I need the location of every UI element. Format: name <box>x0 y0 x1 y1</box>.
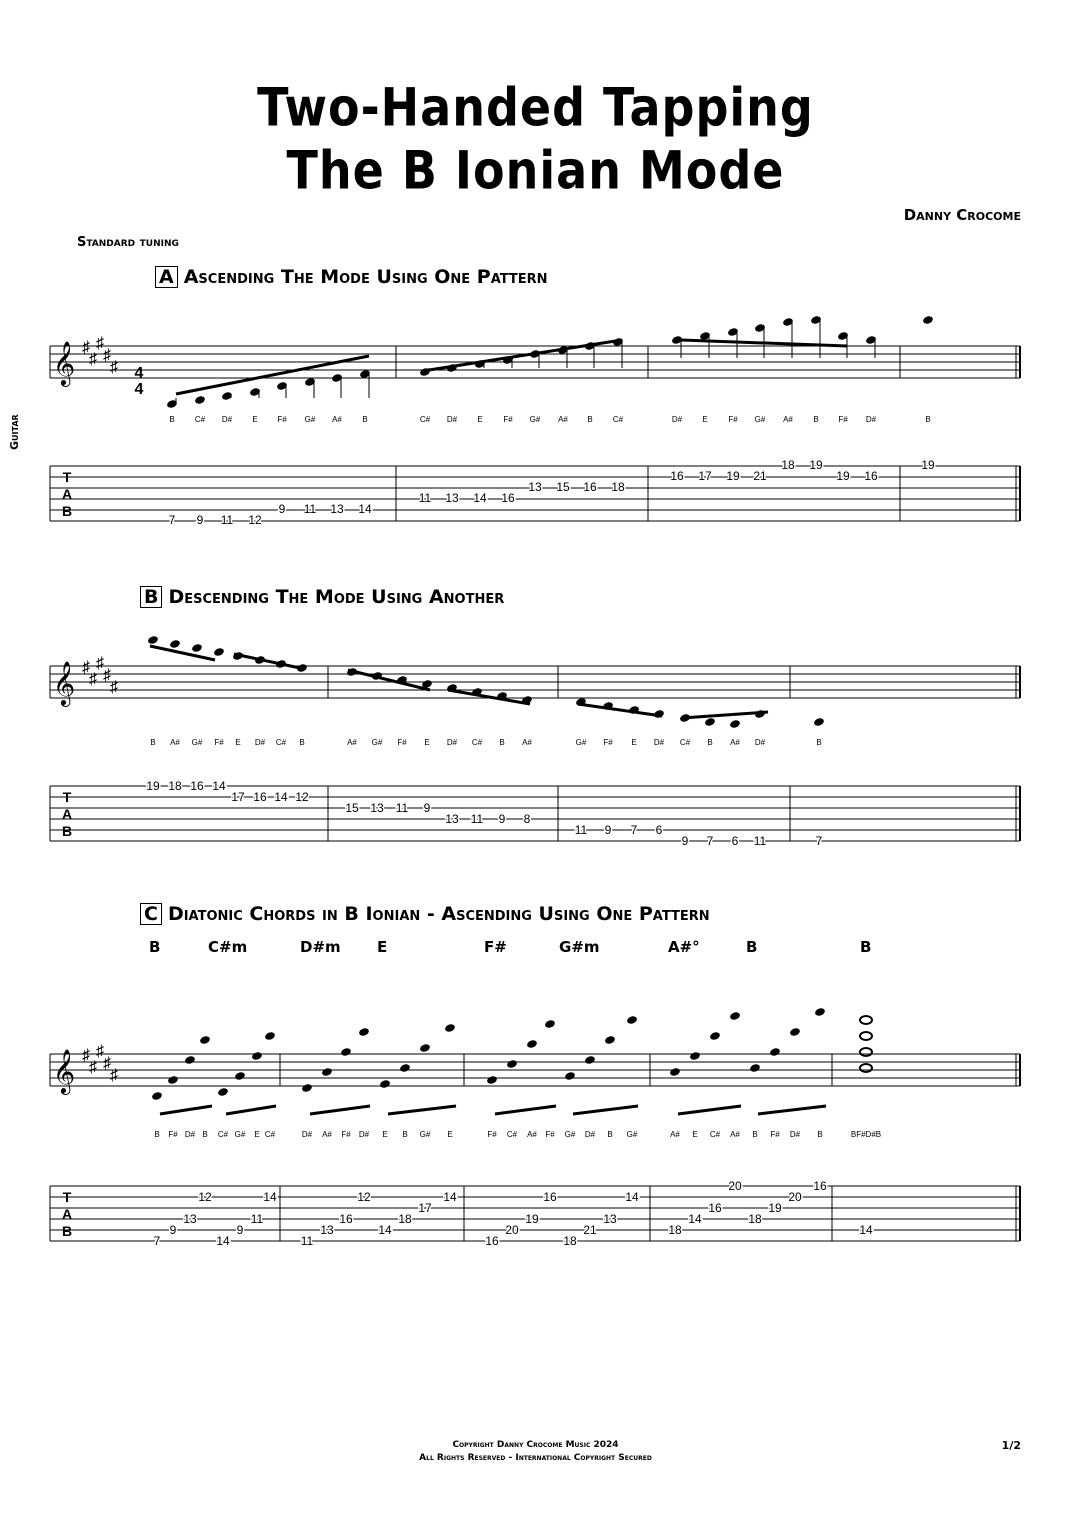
sys1-beam <box>429 340 622 370</box>
sys3-note-name: C# <box>264 1130 276 1139</box>
chord-symbol: C#m <box>208 938 248 956</box>
sys3-tab-fret: 20 <box>788 1190 802 1204</box>
sys1-note-name: D# <box>865 415 877 424</box>
sys3-note-name: F# <box>545 1130 555 1139</box>
sys2-key-sharp: ♯ <box>96 655 104 672</box>
sys3-note-name: E <box>447 1130 453 1139</box>
sys3-note-name: F# <box>168 1130 178 1139</box>
sys2-beam <box>150 646 215 660</box>
sys1-tab-fret: 16 <box>670 469 684 483</box>
sys1-note-name: B <box>587 415 593 424</box>
sys1-key-sharp: ♯ <box>110 359 118 376</box>
sys3-notehead <box>184 1055 196 1065</box>
sys2-note-name: D# <box>254 738 266 747</box>
sys3-notehead <box>419 1043 431 1053</box>
sys2-note-name: A# <box>170 738 180 747</box>
sys3-tab-fret: 11 <box>300 1234 314 1248</box>
sys3-note-name: D# <box>301 1130 313 1139</box>
sys1-tab-t: T <box>62 469 72 485</box>
sys3-whole-note <box>860 1016 872 1024</box>
sys1-note-name: G# <box>529 415 541 424</box>
sys2-tab-fret: 11 <box>753 834 767 848</box>
sys1-tab-fret: 9 <box>278 502 286 516</box>
sys3-notehead <box>604 1035 616 1045</box>
sys2-note-name: G# <box>191 738 203 747</box>
sys3-notehead <box>234 1071 246 1081</box>
sys1-note-name: A# <box>783 415 793 424</box>
sys3-note-name: D# <box>584 1130 596 1139</box>
sys3-note-name: F# <box>341 1130 351 1139</box>
sys3-tab-fret: 12 <box>357 1190 371 1204</box>
sys2-note-name: B <box>299 738 305 747</box>
sys3-note-name: E <box>692 1130 698 1139</box>
copyright-line: Copyright Danny Crocome Music 2024 <box>452 1440 619 1450</box>
sys3-notehead <box>251 1051 263 1061</box>
sys2-note-name: A# <box>347 738 357 747</box>
sys3-tab-b: B <box>61 1223 73 1239</box>
chord-symbol: B <box>149 938 161 956</box>
sys1-note-name: E <box>702 415 708 424</box>
sys3-notehead <box>151 1091 163 1101</box>
sys2-notehead <box>191 643 203 653</box>
sys2-notehead <box>213 647 225 657</box>
sys1-tab-fret: 7 <box>168 513 176 527</box>
sys2-tab-fret: 16 <box>253 790 267 804</box>
section-c-letter: C <box>140 903 162 925</box>
sys3-note-name: E <box>382 1130 388 1139</box>
sys2-note-name: D# <box>754 738 766 747</box>
sys3-beam <box>226 1106 276 1114</box>
sys3-note-name: D# <box>358 1130 370 1139</box>
sys3-note-name: G# <box>234 1130 246 1139</box>
sys3-notehead <box>584 1055 596 1065</box>
sys3-notehead <box>526 1039 538 1049</box>
sys1-note-name: E <box>477 415 483 424</box>
sys2-notehead <box>147 635 159 645</box>
sys2-note-name: E <box>424 738 430 747</box>
sys2-tab-fret: 13 <box>445 812 459 826</box>
sys2-notehead <box>704 717 716 727</box>
sys3-note-name: B <box>752 1130 758 1139</box>
sys2-tab-t: T <box>62 789 72 805</box>
sys2-notehead <box>729 719 741 729</box>
sys3-key-sharp: ♯ <box>82 1047 90 1064</box>
sys2-note-name: D# <box>653 738 665 747</box>
sys3-beam <box>678 1106 741 1114</box>
sys2-note-name: G# <box>371 738 383 747</box>
sys3-note-name: B <box>202 1130 208 1139</box>
sys3-tab-fret: 14 <box>443 1190 457 1204</box>
sys2-tab-fret: 15 <box>345 801 359 815</box>
sys2-note-name: B <box>499 738 505 747</box>
chord-symbol: B <box>860 938 872 956</box>
instrument-label: Guitar <box>8 414 21 450</box>
sys3-tab-t: T <box>62 1189 72 1205</box>
sys3-note-name: B <box>154 1130 160 1139</box>
sys3-note-name: D# <box>184 1130 196 1139</box>
sys3-key-sharp: ♯ <box>96 1043 104 1060</box>
sys1-key-sharp: ♯ <box>103 347 111 364</box>
sys2-notehead <box>169 639 181 649</box>
sys1-tab-fret: 13 <box>528 480 542 494</box>
rights-line: All Rights Reserved - International Copyright Secured <box>419 1453 652 1463</box>
sys3-note-name: A# <box>527 1130 537 1139</box>
sys2-tab-fret: 11 <box>395 801 409 815</box>
sys3-tab-fret: 9 <box>236 1223 244 1237</box>
sys2-key-sharp: ♯ <box>89 671 97 688</box>
sys3-notehead <box>544 1019 556 1029</box>
sys3-note-name: B <box>402 1130 408 1139</box>
sys2-tab-fret: 12 <box>295 790 309 804</box>
section-a-title: Ascending The Mode Using One Pattern <box>183 266 548 288</box>
sys1-note-name: F# <box>503 415 513 424</box>
sys3-note-name: G# <box>564 1130 576 1139</box>
sys3-notehead <box>379 1079 391 1089</box>
sys2-notehead <box>813 717 825 727</box>
sys3-notehead <box>749 1063 761 1073</box>
sys1-tab-fret: 12 <box>248 513 262 527</box>
sys3-tab-fret: 14 <box>859 1223 873 1237</box>
sys1-note-name: F# <box>728 415 738 424</box>
sys2-note-name: C# <box>679 738 691 747</box>
sys1-tab-fret: 16 <box>501 491 515 505</box>
sys1-tab-fret: 19 <box>921 458 935 472</box>
sys2-note-name: A# <box>730 738 740 747</box>
sys3-tab-fret: 11 <box>250 1212 264 1226</box>
sys2-tab-fret: 13 <box>370 801 384 815</box>
sys3-note-name: A# <box>730 1130 740 1139</box>
sys3-note-name: F# <box>487 1130 497 1139</box>
sys3-tab-fret: 20 <box>728 1179 742 1193</box>
sys3-tab-fret: 14 <box>216 1234 230 1248</box>
sys1-note-name: F# <box>838 415 848 424</box>
chord-symbol: G#m <box>559 938 600 956</box>
sys1-time-bottom: 4 <box>134 381 144 398</box>
chord-symbol: E <box>377 938 388 956</box>
sys1-tab-fret: 19 <box>836 469 850 483</box>
chord-symbol: A#° <box>668 938 700 956</box>
sys3-tab-fret: 12 <box>198 1190 212 1204</box>
title-line-1: Two-Handed Tapping <box>257 75 814 139</box>
sys3-tab-fret: 13 <box>183 1212 197 1226</box>
sys2-note-name: B <box>707 738 713 747</box>
sys2-note-name: F# <box>397 738 407 747</box>
section-a-letter: A <box>155 266 178 288</box>
sys2-tab-fret: 14 <box>274 790 288 804</box>
sys3-whole-note <box>860 1032 872 1040</box>
sys2-tab-fret: 11 <box>470 812 484 826</box>
sys2-tab-fret: 14 <box>212 779 226 793</box>
sys1-note-name: B <box>925 415 931 424</box>
sys3-note-name: G# <box>626 1130 638 1139</box>
sys3-note-name: BF#D#B <box>850 1130 882 1139</box>
sys2-tab-fret: 16 <box>190 779 204 793</box>
sys1-tab-fret: 19 <box>809 458 823 472</box>
sys3-tab-fret: 13 <box>603 1212 617 1226</box>
sys2-tab-fret: 9 <box>423 801 431 815</box>
sys3-tab-fret: 16 <box>485 1234 499 1248</box>
sys2-tab-fret: 17 <box>231 790 245 804</box>
sys2-beam <box>348 670 430 690</box>
sys3-tab-fret: 16 <box>543 1190 557 1204</box>
sys2-key-sharp: ♯ <box>82 659 90 676</box>
sys1-note-name: C# <box>194 415 206 424</box>
sys3-beam <box>310 1106 370 1114</box>
sys1-key-sharp: ♯ <box>89 351 97 368</box>
sys3-tab-fret: 20 <box>505 1223 519 1237</box>
sys2-beam <box>578 704 662 716</box>
tuning: Standard tuning <box>77 235 179 250</box>
sys2-beam <box>682 712 768 718</box>
sys1-note-name: C# <box>419 415 431 424</box>
sys2-note-name: G# <box>575 738 587 747</box>
sys3-note-name: A# <box>670 1130 680 1139</box>
sys3-tab-fret: 18 <box>748 1212 762 1226</box>
sys2-tab-fret: 18 <box>168 779 182 793</box>
section-c-title: Diatonic Chords in B Ionian - Ascending Using One Pattern <box>167 903 710 925</box>
sys3-note-name: B <box>607 1130 613 1139</box>
sys1-key-sharp: ♯ <box>96 335 104 352</box>
sys1-tab-fret: 16 <box>864 469 878 483</box>
chord-symbol: B <box>746 938 758 956</box>
sys3-note-name: G# <box>419 1130 431 1139</box>
sys1-note-name: B <box>169 415 175 424</box>
sys1-tab-fret: 16 <box>583 480 597 494</box>
sys1-note-name: D# <box>671 415 683 424</box>
sys3-beam <box>388 1106 456 1114</box>
sys3-notehead <box>486 1075 498 1085</box>
sys1-note-name: C# <box>612 415 624 424</box>
sys3-notehead <box>167 1075 179 1085</box>
title-line-2: The B Ionian Mode <box>286 138 785 202</box>
sys1-treble-clef: 𝄞 <box>52 343 76 385</box>
sys1-tab-fret: 13 <box>330 502 344 516</box>
chord-symbol: D#m <box>300 938 341 956</box>
sys3-notehead <box>729 1011 741 1021</box>
sys1-tab-b: B <box>61 503 73 519</box>
sys2-note-name: F# <box>214 738 224 747</box>
sys2-note-name: A# <box>522 738 532 747</box>
sys1-note-name: G# <box>754 415 766 424</box>
sys1-note-name: F# <box>277 415 287 424</box>
sys3-notehead <box>689 1051 701 1061</box>
sys2-tab-b: B <box>61 823 73 839</box>
sys3-tab-fret: 21 <box>583 1223 597 1237</box>
sys3-tab-fret: 19 <box>768 1201 782 1215</box>
sys2-beam <box>448 690 530 704</box>
sys2-note-name: E <box>235 738 241 747</box>
sys1-tab-fret: 11 <box>418 491 432 505</box>
sys2-tab-fret: 7 <box>706 834 714 848</box>
sys1-note-name: G# <box>304 415 316 424</box>
sys2-tab-fret: 9 <box>498 812 506 826</box>
sys1-tab-fret: 21 <box>753 469 767 483</box>
sys3-note-name: D# <box>789 1130 801 1139</box>
sys1-tab-fret: 18 <box>611 480 625 494</box>
sys3-notehead <box>199 1035 211 1045</box>
sys2-note-name: F# <box>603 738 613 747</box>
sys2-tab-fret: 19 <box>146 779 160 793</box>
sys3-notehead <box>358 1027 370 1037</box>
sys1-tab-fret: 13 <box>445 491 459 505</box>
sys1-tab-fret: 15 <box>556 480 570 494</box>
sys3-notehead <box>301 1083 313 1093</box>
sys1-tab-fret: 17 <box>698 469 712 483</box>
sys1-note-name: A# <box>332 415 342 424</box>
sys2-tab-fret: 7 <box>815 834 823 848</box>
sys1-note-name: E <box>252 415 258 424</box>
sys3-tab-fret: 14 <box>688 1212 702 1226</box>
sys2-tab-fret: 6 <box>655 823 663 837</box>
sys2-note-name: D# <box>446 738 458 747</box>
sys1-time-top: 4 <box>134 365 144 382</box>
sys3-tab-fret: 14 <box>263 1190 277 1204</box>
sys3-beam <box>758 1106 826 1114</box>
sys2-note-name: B <box>816 738 822 747</box>
sys2-note-name: B <box>150 738 156 747</box>
sys1-tab-fret: 19 <box>726 469 740 483</box>
sys1-tab-fret: 11 <box>303 502 317 516</box>
sys3-notehead <box>789 1027 801 1037</box>
sys1-tab-fret: 9 <box>196 513 204 527</box>
sys1-tab-fret: 14 <box>358 502 372 516</box>
sys3-notehead <box>626 1015 638 1025</box>
sys2-note-name: C# <box>471 738 483 747</box>
section-b-letter: B <box>140 586 162 608</box>
sys3-tab-fret: 9 <box>169 1223 177 1237</box>
sys3-note-name: C# <box>709 1130 721 1139</box>
sys3-note-name: C# <box>506 1130 518 1139</box>
sys1-tab-fret: 18 <box>781 458 795 472</box>
sys3-whole-note <box>860 1048 872 1056</box>
sys2-tab-fret: 8 <box>523 812 531 826</box>
sys3-note-name: B <box>817 1130 823 1139</box>
sys2-treble-clef: 𝄞 <box>52 663 76 705</box>
sys3-tab-fret: 18 <box>563 1234 577 1248</box>
page-number: 1/2 <box>1001 1439 1021 1452</box>
sys2-key-sharp: ♯ <box>103 667 111 684</box>
sys3-tab-fret: 17 <box>418 1201 432 1215</box>
sys1-note-name: A# <box>558 415 568 424</box>
sys3-key-sharp: ♯ <box>89 1059 97 1076</box>
sys1-note-name: D# <box>446 415 458 424</box>
sys3-tab-fret: 18 <box>668 1223 682 1237</box>
composer: Danny Crocome <box>903 206 1021 224</box>
sys3-tab-fret: 16 <box>339 1212 353 1226</box>
sys2-tab-fret: 6 <box>731 834 739 848</box>
sys3-beam <box>573 1106 638 1114</box>
sys3-whole-note <box>860 1064 872 1072</box>
sys3-notehead <box>321 1067 333 1077</box>
sys3-notehead <box>444 1023 456 1033</box>
sys3-note-name: A# <box>322 1130 332 1139</box>
sys3-key-sharp: ♯ <box>103 1055 111 1072</box>
sys1-tab-a: A <box>61 486 73 502</box>
sys3-tab-fret: 16 <box>708 1201 722 1215</box>
sys2-tab-fret: 9 <box>681 834 689 848</box>
sys2-note-name: C# <box>275 738 287 747</box>
sys1-tab-fret: 14 <box>473 491 487 505</box>
sys3-note-name: E <box>254 1130 260 1139</box>
sys3-tab-fret: 14 <box>378 1223 392 1237</box>
sys2-tab-fret: 7 <box>630 823 638 837</box>
sys3-beam <box>160 1106 212 1114</box>
sys3-key-sharp: ♯ <box>110 1067 118 1084</box>
chord-symbol: F# <box>484 938 507 956</box>
sys2-key-sharp: ♯ <box>110 679 118 696</box>
sys3-tab-fret: 16 <box>813 1179 827 1193</box>
sys3-tab-fret: 18 <box>398 1212 412 1226</box>
sys3-beam <box>495 1106 556 1114</box>
sys1-key-sharp: ♯ <box>82 339 90 356</box>
sys1-note-name: B <box>362 415 368 424</box>
section-b-title: Descending The Mode Using Another <box>168 586 505 608</box>
sys3-treble-clef: 𝄞 <box>52 1051 76 1093</box>
sys3-tab-fret: 14 <box>625 1190 639 1204</box>
sys1-tab-fret: 11 <box>220 513 234 527</box>
sys3-notehead <box>264 1031 276 1041</box>
sys3-tab-fret: 19 <box>525 1212 539 1226</box>
sys2-tab-a: A <box>61 806 73 822</box>
sys3-tab-fret: 7 <box>153 1234 161 1248</box>
sys3-notehead <box>814 1007 826 1017</box>
sys2-tab-fret: 9 <box>604 823 612 837</box>
sys1-note-name: B <box>813 415 819 424</box>
sys3-notehead <box>564 1071 576 1081</box>
sys3-tab-a: A <box>61 1206 73 1222</box>
sys3-notehead <box>669 1067 681 1077</box>
sys1-note-name: D# <box>221 415 233 424</box>
sys3-notehead <box>217 1087 229 1097</box>
sys3-notehead <box>709 1031 721 1041</box>
sys3-tab-fret: 13 <box>320 1223 334 1237</box>
sys3-notehead <box>769 1047 781 1057</box>
sys3-notehead <box>340 1047 352 1057</box>
sys3-notehead <box>399 1063 411 1073</box>
sys1-notehead <box>922 315 934 325</box>
sys2-note-name: E <box>631 738 637 747</box>
sys3-note-name: F# <box>770 1130 780 1139</box>
sys3-note-name: C# <box>217 1130 229 1139</box>
sys2-tab-fret: 11 <box>574 823 588 837</box>
sys3-notehead <box>506 1059 518 1069</box>
